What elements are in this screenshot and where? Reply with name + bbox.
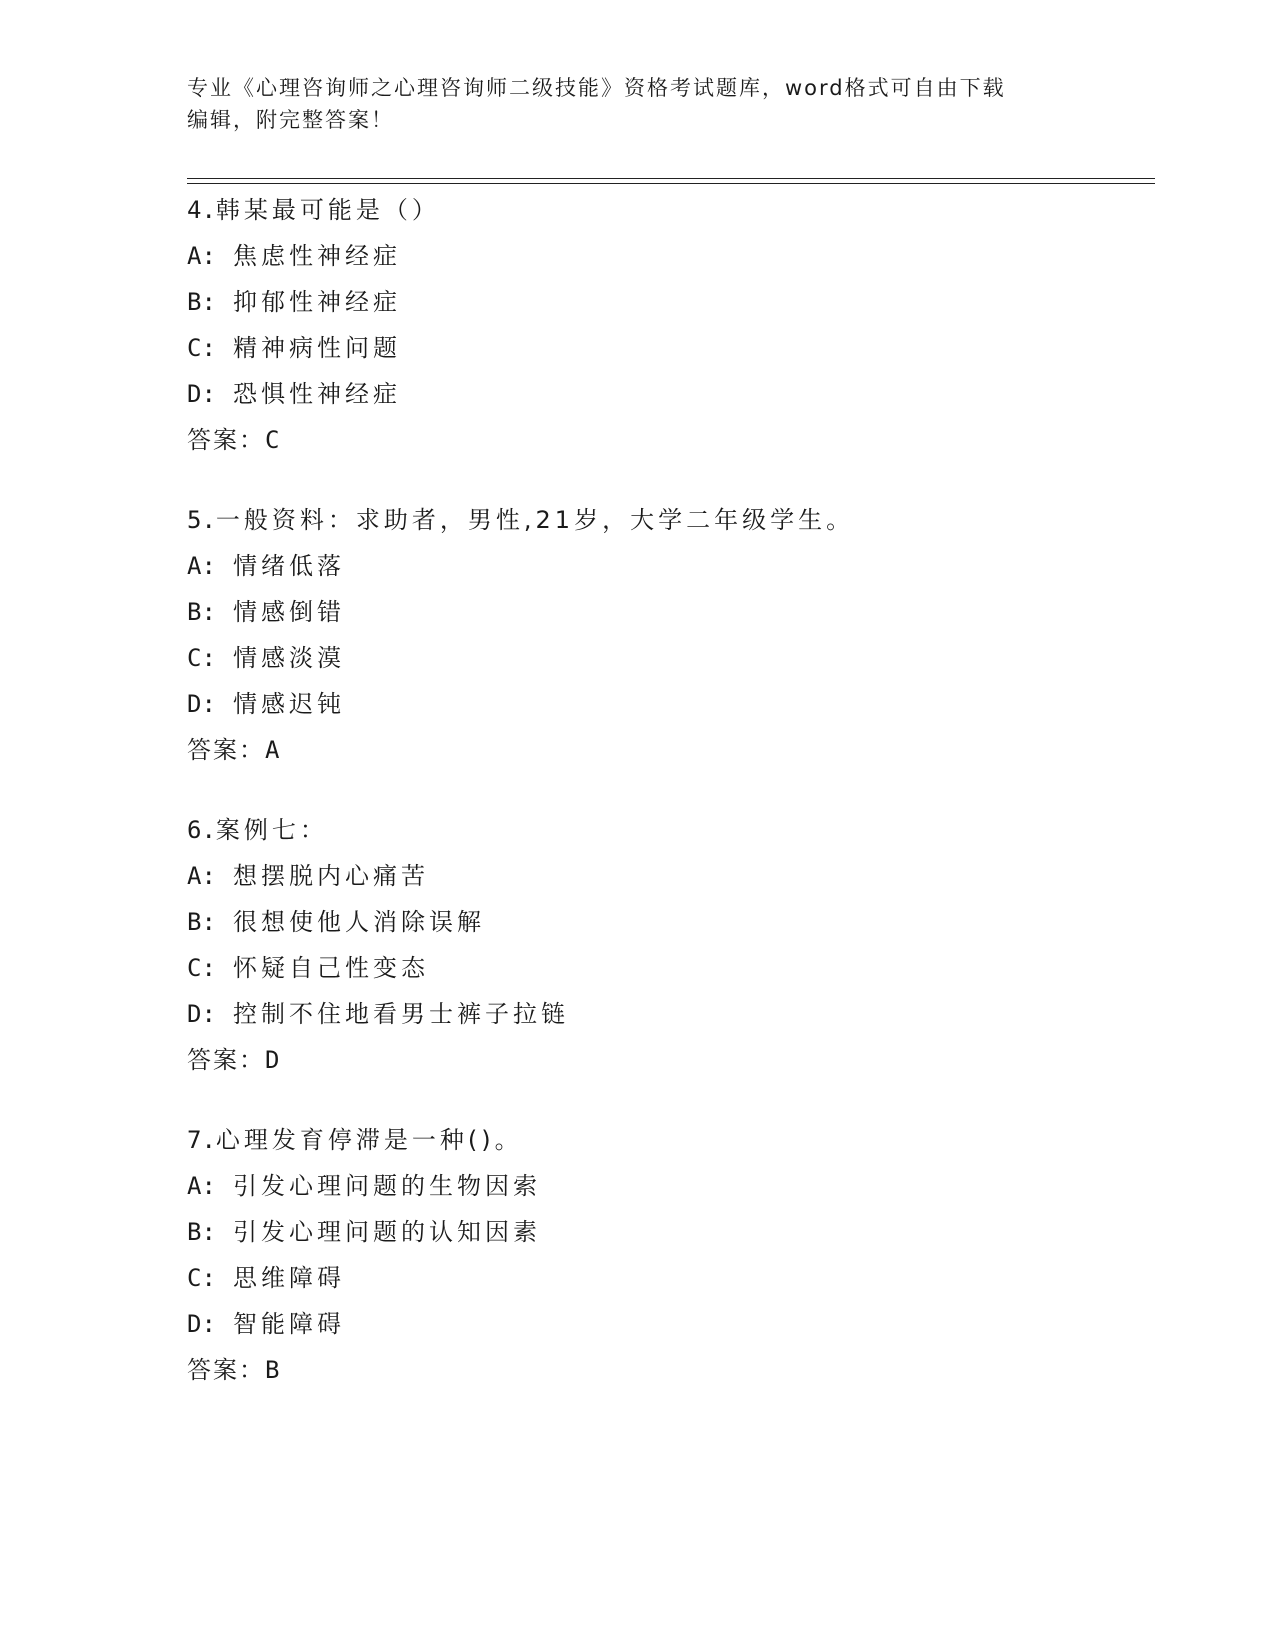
option-key: C:	[187, 954, 216, 982]
option-text: 智能障碍	[233, 1310, 345, 1338]
option-b	[187, 1209, 1147, 1255]
option-key: D:	[187, 1000, 216, 1028]
question-number: 5.	[187, 506, 216, 534]
option-key: C:	[187, 334, 216, 362]
answer-value: C	[265, 426, 280, 454]
question-block	[187, 1117, 1147, 1393]
option-text: 想摆脱内心痛苦	[233, 862, 429, 890]
option-key: C:	[187, 1264, 216, 1292]
option-text: 情感淡漠	[233, 644, 345, 672]
answer-label: 答案：	[187, 1356, 265, 1384]
option-text: 情绪低落	[233, 552, 345, 580]
option-key: A:	[187, 1172, 216, 1200]
question-text: 案例七：	[215, 816, 328, 844]
question-number: 4.	[187, 196, 216, 224]
question-text: 一般资料：求助者，男性,21岁，大学二年级学生。	[215, 506, 855, 534]
answer-line	[187, 1037, 1147, 1083]
header-divider-top	[187, 178, 1155, 179]
option-text: 抑郁性神经症	[233, 288, 401, 316]
option-b	[187, 279, 1147, 325]
option-a	[187, 543, 1147, 589]
answer-label: 答案：	[187, 736, 265, 764]
option-c	[187, 1255, 1147, 1301]
option-b	[187, 589, 1147, 635]
question-block	[187, 187, 1147, 463]
option-c	[187, 325, 1147, 371]
header-divider-bottom	[187, 183, 1155, 184]
answer-label: 答案：	[187, 426, 265, 454]
option-d	[187, 991, 1147, 1037]
answer-line	[187, 1347, 1147, 1393]
option-a	[187, 233, 1147, 279]
option-key: B:	[187, 908, 216, 936]
option-key: A:	[187, 242, 216, 270]
header-line-2: 编辑，附完整答案！	[187, 108, 394, 132]
option-text: 怀疑自己性变态	[233, 954, 429, 982]
question-stem	[187, 497, 1147, 543]
answer-value: D	[265, 1046, 280, 1074]
option-key: D:	[187, 380, 216, 408]
answer-line	[187, 727, 1147, 773]
answer-value: A	[265, 736, 280, 764]
option-text: 焦虑性神经症	[233, 242, 401, 270]
question-block	[187, 807, 1147, 1083]
question-number: 7.	[187, 1126, 216, 1154]
option-key: B:	[187, 288, 216, 316]
option-text: 情感迟钝	[233, 690, 345, 718]
option-key: A:	[187, 552, 216, 580]
option-text: 恐惧性神经症	[233, 380, 401, 408]
header-line-1: 专业《心理咨询师之心理咨询师二级技能》资格考试题库，word格式可自由下载	[187, 76, 1006, 100]
option-d	[187, 371, 1147, 417]
option-a	[187, 853, 1147, 899]
option-text: 精神病性问题	[233, 334, 401, 362]
option-text: 引发心理问题的生物因索	[233, 1172, 541, 1200]
option-text: 情感倒错	[233, 598, 345, 626]
option-key: A:	[187, 862, 216, 890]
option-b	[187, 899, 1147, 945]
option-c	[187, 635, 1147, 681]
option-text: 很想使他人消除误解	[233, 908, 485, 936]
option-a	[187, 1163, 1147, 1209]
option-key: B:	[187, 1218, 216, 1246]
option-c	[187, 945, 1147, 991]
question-number: 6.	[187, 816, 216, 844]
answer-label: 答案：	[187, 1046, 265, 1074]
option-text: 引发心理问题的认知因素	[233, 1218, 541, 1246]
option-text: 控制不住地看男士裤子拉链	[233, 1000, 569, 1028]
question-text: 韩某最可能是（）	[215, 196, 440, 224]
question-stem	[187, 1117, 1147, 1163]
question-block	[187, 497, 1147, 773]
answer-value: B	[265, 1356, 280, 1384]
document-header	[187, 72, 1067, 136]
option-key: B:	[187, 598, 216, 626]
question-stem	[187, 807, 1147, 853]
option-text: 思维障碍	[233, 1264, 345, 1292]
option-key: D:	[187, 1310, 216, 1338]
question-stem	[187, 187, 1147, 233]
answer-line	[187, 417, 1147, 463]
question-text: 心理发育停滞是一种()。	[215, 1126, 523, 1154]
option-key: C:	[187, 644, 216, 672]
option-key: D:	[187, 690, 216, 718]
option-d	[187, 681, 1147, 727]
option-d	[187, 1301, 1147, 1347]
